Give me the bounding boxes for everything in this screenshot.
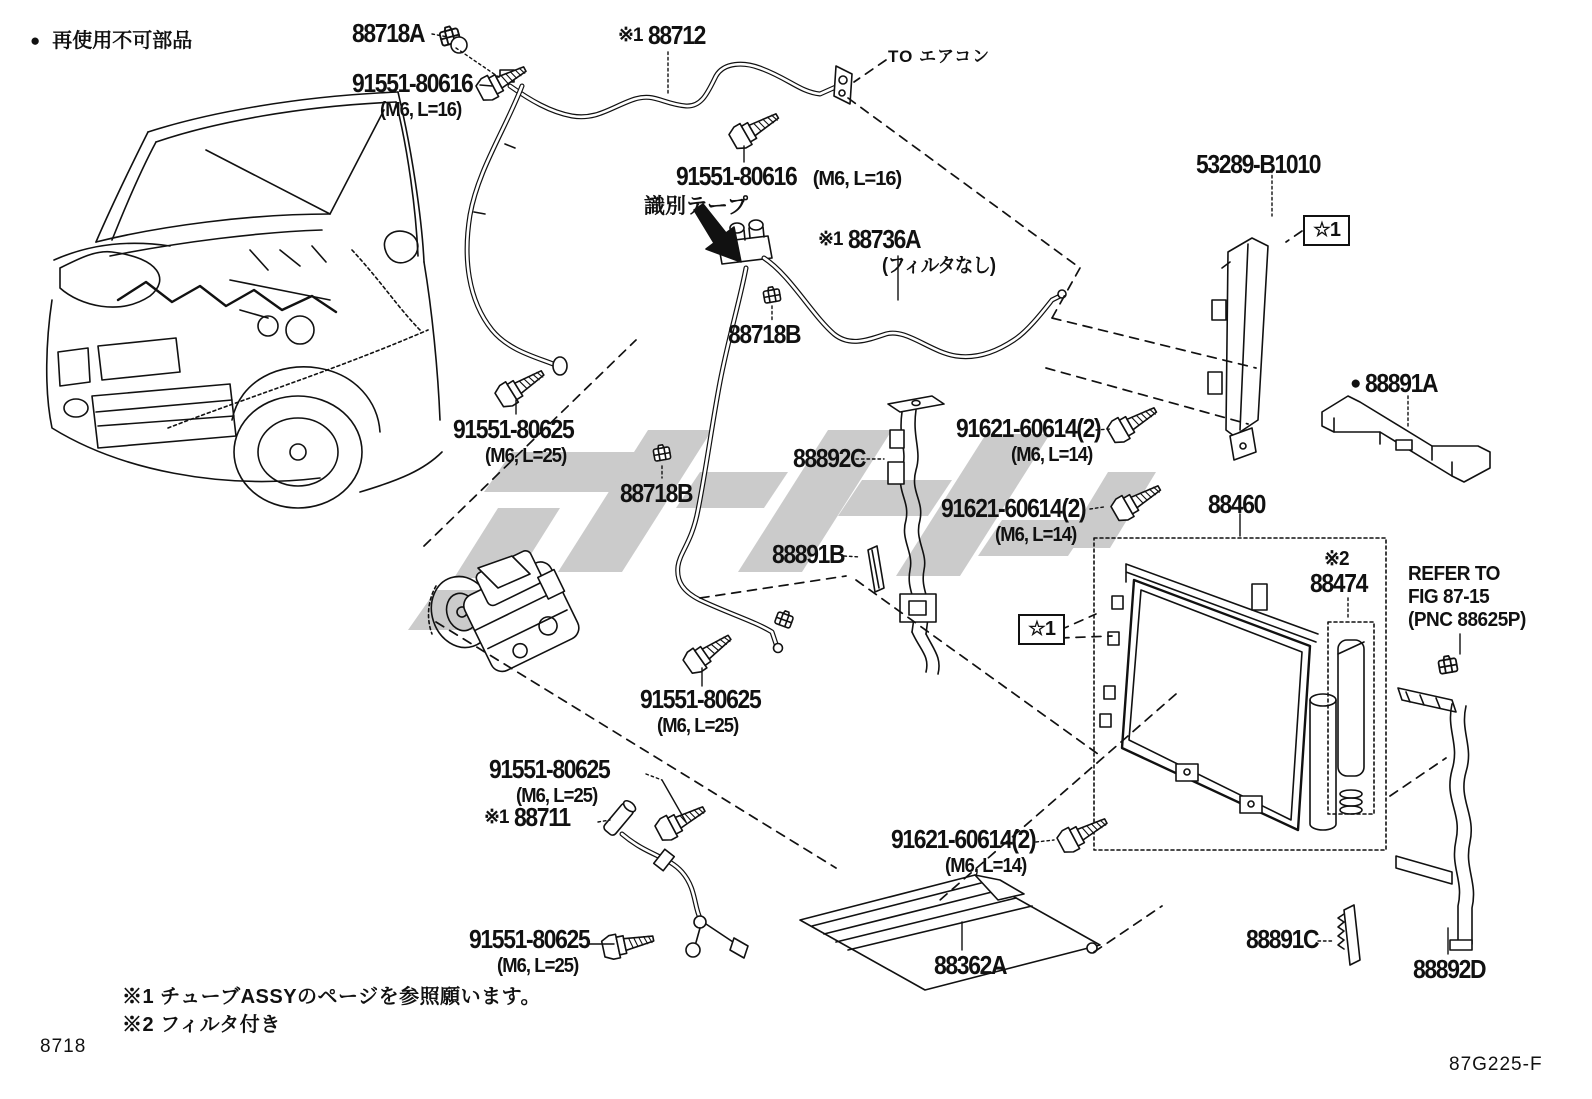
part-label-88891A[interactable] [1350,370,1448,397]
callout-text: 53289-B1010 [1196,149,1321,179]
part-label-91551-80616-b[interactable] [676,163,901,190]
nonreusable-parts-legend [30,24,192,53]
callout-text: 88891B [772,539,845,569]
seal-88891B [868,546,884,592]
callout-text: 91551-80616 [352,68,473,98]
clip-icons [438,25,1457,674]
part-label-88718B-a[interactable] [728,321,810,348]
part-label-88718A[interactable] [352,20,434,47]
callout-text: 88711 [513,802,570,832]
callout-text: 識別テープ [644,195,748,218]
part-label-88718B-b[interactable] [620,480,702,507]
page-code: 8718 [40,1036,87,1057]
callout-spec-line2: (M6, L=25) [485,444,567,467]
callout-spec-line2: (M6, L=14) [945,854,1027,877]
part-label-88892C[interactable] [793,445,875,472]
callout-text: 88362A [934,950,1007,980]
part-label-53289-B1010[interactable] [1196,151,1337,178]
part-label-88362A[interactable] [934,952,1016,979]
callout-text: 91551-80625 [469,924,590,954]
part-label-88892D[interactable] [1413,956,1495,983]
deflector-53289 [1208,238,1268,460]
callout-text: 88718A [352,18,425,48]
footnote-1: ※1 チューブASSYのページを参照願います。 [122,986,542,1008]
callout-text: 88891A [1365,368,1438,398]
star1-marker-top: ☆1 [1303,215,1350,246]
callout-prefix: ● [1350,373,1361,394]
callout-spec-line2: (フィルタなし) [882,254,996,277]
callout-spec-line2: (M6, L=14) [1011,443,1093,466]
assembly-dashed-links [424,60,1446,952]
part-label-91621-60614-a[interactable] [956,415,1120,465]
part-label-88460[interactable] [1208,491,1273,518]
car-illustration [47,92,442,508]
seal-88891C [1338,905,1360,965]
nonreusable-legend-text: 再使用不可部品 [52,30,193,52]
callout-text: 88891C [1246,924,1319,954]
star1-marker-condenser: ☆1 [1018,614,1065,645]
seal-88891A [1322,396,1490,482]
callout-text: ※2 [1324,548,1349,570]
callout-text: 88460 [1208,489,1266,519]
callout-text: 88718B [620,478,693,508]
callout-spec-line2: (M6, L=14) [995,523,1077,546]
callout-text: 91621-60614(2) [956,413,1101,443]
callout-text: 91621-60614(2) [891,824,1036,854]
part-label-88474[interactable] [1310,570,1375,597]
footnote-2: ※2 フィルタ付き [122,1014,281,1036]
callout-text: TO エアコン [888,47,991,66]
part-label-88736A[interactable] [818,226,1005,276]
part-label-mark-x2 [1324,549,1350,569]
part-label-91551-80625-a[interactable] [453,416,590,466]
part-label-91551-80625-d[interactable] [469,926,606,976]
callout-spec-line2: (M6, L=25) [657,714,739,737]
callout-text: 88474 [1310,568,1368,598]
callout-prefix: ※1 [618,25,643,46]
callout-text: 91551-80625 [453,414,574,444]
part-label-91551-80625-b[interactable] [640,686,777,736]
part-label-88711[interactable] [484,804,577,831]
part-label-91551-80625-c[interactable] [489,756,626,806]
part-label-88712[interactable] [618,22,712,49]
part-label-91551-80616-a[interactable] [352,70,489,120]
part-label-91621-60614-c[interactable] [891,826,1055,876]
callout-text: 91551-80625 [640,684,761,714]
compressor-illustration [422,543,584,676]
callout-text: 91621-60614(2) [941,493,1086,523]
part-label-91621-60614-b[interactable] [941,495,1105,545]
dryer-88474 [1328,622,1374,814]
bracket-88892D [1396,688,1474,950]
callout-text: 88736A [847,224,920,254]
callout-text: 88712 [647,20,705,50]
callout-prefix: ※1 [484,807,509,828]
callout-spec-line2: (M6, L=16) [380,98,462,121]
part-label-88891C[interactable] [1246,926,1328,953]
figure-code: 87G225-F [1449,1054,1543,1075]
callout-text: 88892C [793,443,866,473]
callout-text: 91551-80616 [676,161,797,191]
callout-prefix: ※1 [818,229,843,250]
part-label-to-aircon-note [888,48,990,66]
part-label-id-tape-note [644,196,748,217]
callout-text: 91551-80625 [489,754,610,784]
callout-spec: (M6, L=16) [812,168,902,190]
part-label-88891B[interactable] [772,541,854,568]
callout-spec-line2: (M6, L=25) [516,784,598,807]
callout-text: 88718B [728,319,801,349]
callout-text: 88892D [1413,954,1486,984]
callout-spec-line2: (M6, L=25) [497,954,579,977]
part-label-refer-note [1408,563,1532,632]
nonreusable-bullet-icon: ● [30,31,41,50]
callout-text: REFER TO FIG 87-15 (PNC 88625P) [1408,563,1526,631]
